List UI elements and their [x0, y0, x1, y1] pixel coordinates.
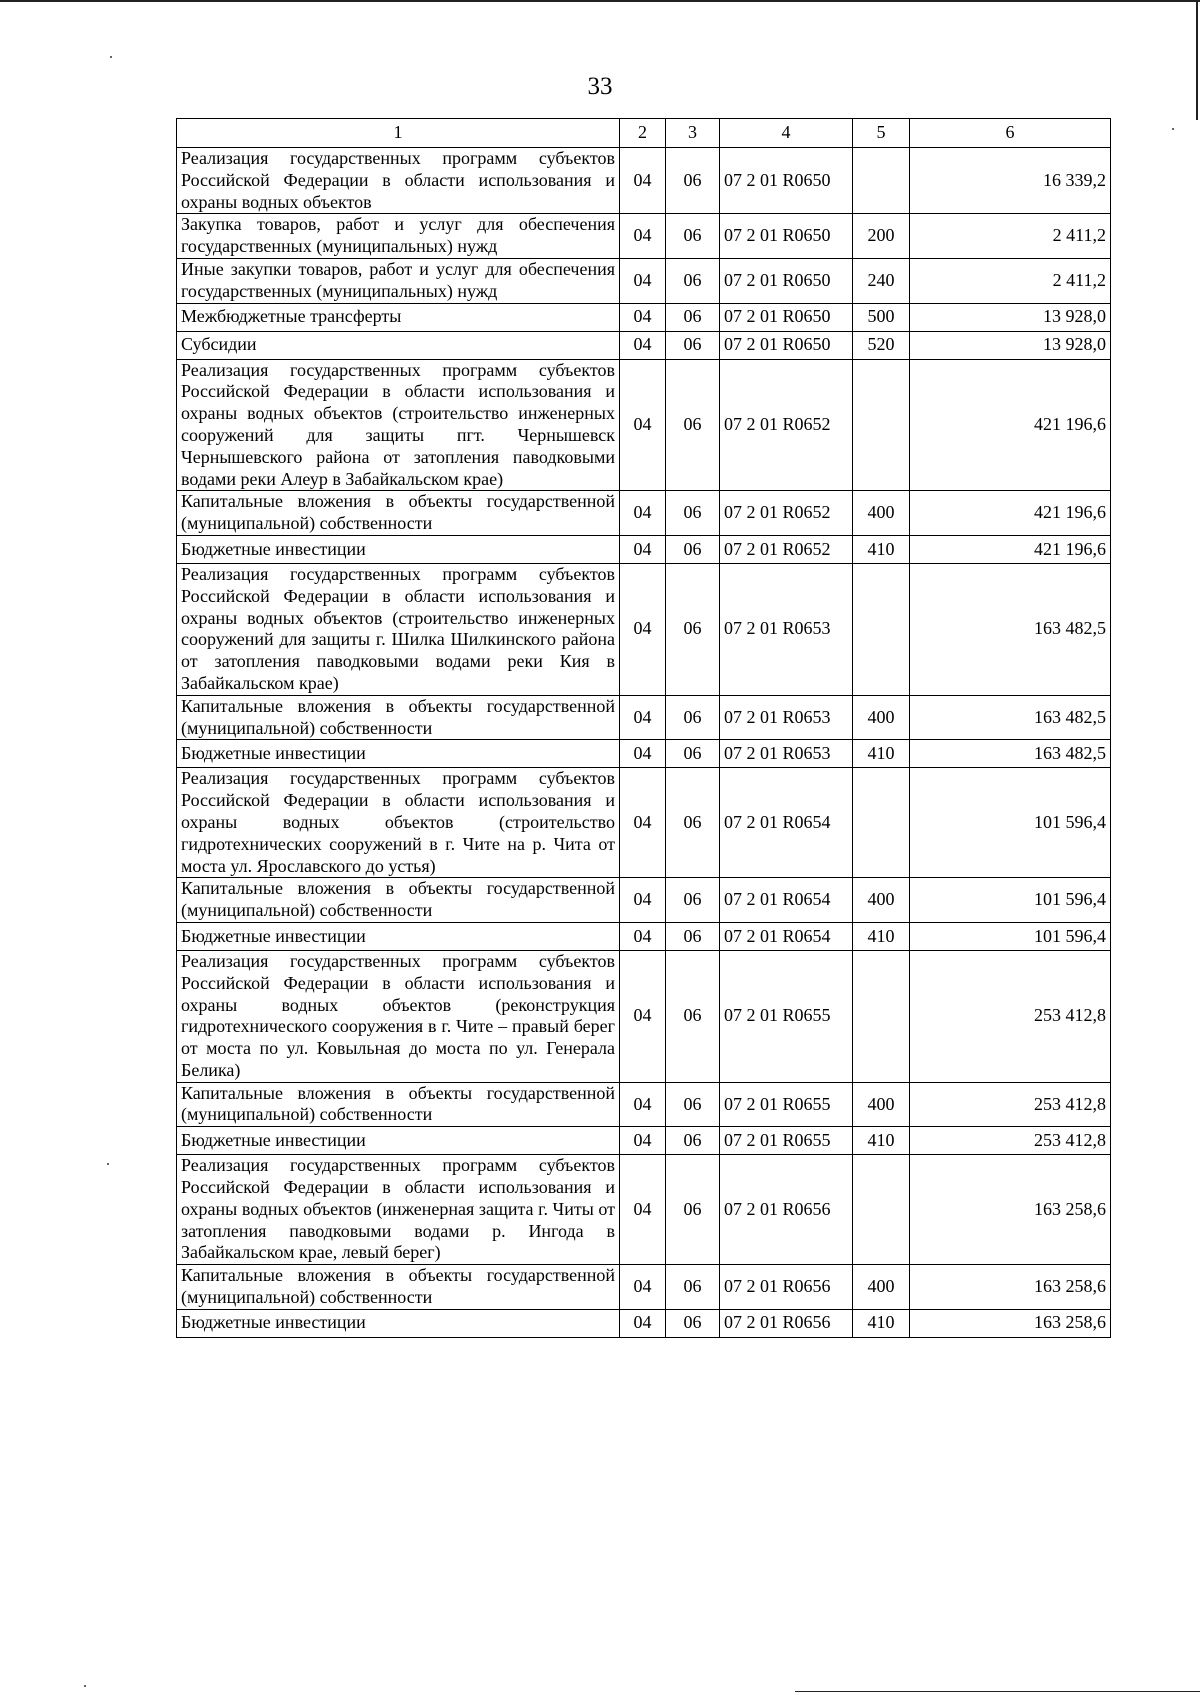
row-name: Капитальные вложения в объекты государственной (муниципальной) собственности [177, 1265, 620, 1310]
target-article-code: 07 2 01 R0656 [720, 1155, 853, 1265]
expense-type-code [853, 1155, 910, 1265]
table-row [177, 535, 1111, 563]
section-code: 04 [620, 535, 666, 563]
subsection-code: 06 [666, 922, 720, 950]
row-name: Бюджетные инвестиции [177, 922, 620, 950]
expense-type-code: 410 [853, 1127, 910, 1155]
table-row [177, 1082, 1111, 1127]
table-row [177, 1309, 1111, 1337]
section-code: 04 [620, 878, 666, 923]
target-article-code: 07 2 01 R0650 [720, 258, 853, 303]
target-article-code: 07 2 01 R0650 [720, 148, 853, 214]
column-header: 3 [666, 119, 720, 148]
table-row [177, 214, 1111, 259]
table-row [177, 303, 1111, 331]
row-name: Реализация государственных программ субъектов Российской Федерации в области использования и охраны водных объектов (строительство инженерных сооружений для защиты пгт. Чернышевск Чернышевского района от затопления паводковыми водами реки Алеур в Забайкальском крае) [177, 359, 620, 491]
row-name: Бюджетные инвестиции [177, 740, 620, 768]
target-article-code: 07 2 01 R0652 [720, 535, 853, 563]
row-name: Капитальные вложения в объекты государственной (муниципальной) собственности [177, 878, 620, 923]
target-article-code: 07 2 01 R0650 [720, 303, 853, 331]
subsection-code: 06 [666, 950, 720, 1082]
amount: 421 196,6 [910, 359, 1111, 491]
column-header: 6 [910, 119, 1111, 148]
section-code: 04 [620, 359, 666, 491]
section-code: 04 [620, 563, 666, 695]
amount: 253 412,8 [910, 1082, 1111, 1127]
expense-type-code: 410 [853, 922, 910, 950]
section-code: 04 [620, 1309, 666, 1337]
table-row [177, 563, 1111, 695]
subsection-code: 06 [666, 258, 720, 303]
expense-type-code: 200 [853, 214, 910, 259]
expense-type-code: 500 [853, 303, 910, 331]
amount: 101 596,4 [910, 922, 1111, 950]
expense-type-code [853, 768, 910, 878]
target-article-code: 07 2 01 R0654 [720, 922, 853, 950]
expense-type-code: 520 [853, 331, 910, 359]
amount: 421 196,6 [910, 491, 1111, 536]
row-name: Реализация государственных программ субъектов Российской Федерации в области использования и охраны водных объектов [177, 148, 620, 214]
section-code: 04 [620, 331, 666, 359]
target-article-code: 07 2 01 R0652 [720, 491, 853, 536]
amount: 16 339,2 [910, 148, 1111, 214]
scan-speck [107, 1163, 109, 1165]
table-row [177, 740, 1111, 768]
table-row [177, 491, 1111, 536]
amount: 163 258,6 [910, 1309, 1111, 1337]
column-header: 4 [720, 119, 853, 148]
budget-table [176, 118, 1111, 1338]
subsection-code: 06 [666, 768, 720, 878]
target-article-code: 07 2 01 R0656 [720, 1309, 853, 1337]
amount: 163 258,6 [910, 1155, 1111, 1265]
table-row [177, 331, 1111, 359]
subsection-code: 06 [666, 535, 720, 563]
target-article-code: 07 2 01 R0653 [720, 563, 853, 695]
expense-type-code: 400 [853, 878, 910, 923]
subsection-code: 06 [666, 303, 720, 331]
section-code: 04 [620, 740, 666, 768]
amount: 2 411,2 [910, 258, 1111, 303]
table-row [177, 950, 1111, 1082]
subsection-code: 06 [666, 214, 720, 259]
section-code: 04 [620, 148, 666, 214]
section-code: 04 [620, 1265, 666, 1310]
section-code: 04 [620, 768, 666, 878]
section-code: 04 [620, 1155, 666, 1265]
amount: 2 411,2 [910, 214, 1111, 259]
table-row [177, 922, 1111, 950]
amount: 253 412,8 [910, 950, 1111, 1082]
expense-type-code: 410 [853, 1309, 910, 1337]
section-code: 04 [620, 695, 666, 740]
table-row [177, 878, 1111, 923]
subsection-code: 06 [666, 1309, 720, 1337]
target-article-code: 07 2 01 R0655 [720, 1127, 853, 1155]
table-header-row [177, 119, 1111, 148]
target-article-code: 07 2 01 R0650 [720, 331, 853, 359]
row-name: Иные закупки товаров, работ и услуг для обеспечения государственных (муниципальных) нужд [177, 258, 620, 303]
row-name: Закупка товаров, работ и услуг для обеспечения государственных (муниципальных) нужд [177, 214, 620, 259]
section-code: 04 [620, 258, 666, 303]
target-article-code: 07 2 01 R0653 [720, 740, 853, 768]
amount: 163 482,5 [910, 563, 1111, 695]
section-code: 04 [620, 1127, 666, 1155]
page-number: 33 [587, 73, 613, 100]
amount: 101 596,4 [910, 878, 1111, 923]
subsection-code: 06 [666, 695, 720, 740]
subsection-code: 06 [666, 740, 720, 768]
row-name: Реализация государственных программ субъектов Российской Федерации в области использования и охраны водных объектов (строительство инженерных сооружений для защиты г. Шилка Шилкинского района от затопления паводковыми водами реки Кия в Забайкальском крае) [177, 563, 620, 695]
expense-type-code [853, 359, 910, 491]
table-row [177, 1155, 1111, 1265]
subsection-code: 06 [666, 491, 720, 536]
subsection-code: 06 [666, 1127, 720, 1155]
row-name: Бюджетные инвестиции [177, 1309, 620, 1337]
row-name: Капитальные вложения в объекты государственной (муниципальной) собственности [177, 1082, 620, 1127]
column-header: 5 [853, 119, 910, 148]
table-row [177, 148, 1111, 214]
row-name: Реализация государственных программ субъектов Российской Федерации в области использования и охраны водных объектов (инженерная защита г. Читы от затопления паводковыми водами р. Ингода в Забайкальском крае, левый берег) [177, 1155, 620, 1265]
row-name: Бюджетные инвестиции [177, 1127, 620, 1155]
subsection-code: 06 [666, 1082, 720, 1127]
amount: 421 196,6 [910, 535, 1111, 563]
amount: 13 928,0 [910, 303, 1111, 331]
subsection-code: 06 [666, 878, 720, 923]
scan-top-edge [0, 0, 1200, 2]
scan-right-edge [1196, 0, 1198, 120]
table-row [177, 1127, 1111, 1155]
target-article-code: 07 2 01 R0652 [720, 359, 853, 491]
section-code: 04 [620, 1082, 666, 1127]
expense-type-code: 400 [853, 1265, 910, 1310]
scan-bottom-edge [795, 1691, 1200, 1692]
subsection-code: 06 [666, 1265, 720, 1310]
table-row [177, 1265, 1111, 1310]
scan-speck [110, 56, 112, 58]
amount: 13 928,0 [910, 331, 1111, 359]
amount: 163 258,6 [910, 1265, 1111, 1310]
subsection-code: 06 [666, 359, 720, 491]
expense-type-code: 400 [853, 695, 910, 740]
row-name: Субсидии [177, 331, 620, 359]
expense-type-code [853, 148, 910, 214]
expense-type-code: 400 [853, 1082, 910, 1127]
subsection-code: 06 [666, 331, 720, 359]
section-code: 04 [620, 922, 666, 950]
target-article-code: 07 2 01 R0655 [720, 1082, 853, 1127]
section-code: 04 [620, 303, 666, 331]
subsection-code: 06 [666, 1155, 720, 1265]
target-article-code: 07 2 01 R0656 [720, 1265, 853, 1310]
expense-type-code: 410 [853, 535, 910, 563]
target-article-code: 07 2 01 R0655 [720, 950, 853, 1082]
row-name: Капитальные вложения в объекты государственной (муниципальной) собственности [177, 491, 620, 536]
amount: 101 596,4 [910, 768, 1111, 878]
scan-speck [84, 1685, 86, 1687]
expense-type-code: 410 [853, 740, 910, 768]
target-article-code: 07 2 01 R0653 [720, 695, 853, 740]
expense-type-code: 400 [853, 491, 910, 536]
row-name: Реализация государственных программ субъектов Российской Федерации в области использования и охраны водных объектов (реконструкция гидротехнического сооружения в г. Чите – правый берег от моста по ул. Ковыльная до моста по ул. Генерала Белика) [177, 950, 620, 1082]
column-header: 2 [620, 119, 666, 148]
row-name: Капитальные вложения в объекты государственной (муниципальной) собственности [177, 695, 620, 740]
expense-type-code [853, 950, 910, 1082]
expense-type-code: 240 [853, 258, 910, 303]
expense-type-code [853, 563, 910, 695]
subsection-code: 06 [666, 563, 720, 695]
column-header: 1 [177, 119, 620, 148]
target-article-code: 07 2 01 R0654 [720, 768, 853, 878]
amount: 253 412,8 [910, 1127, 1111, 1155]
table-row [177, 768, 1111, 878]
target-article-code: 07 2 01 R0650 [720, 214, 853, 259]
table-row [177, 359, 1111, 491]
subsection-code: 06 [666, 148, 720, 214]
amount: 163 482,5 [910, 695, 1111, 740]
table-row [177, 695, 1111, 740]
section-code: 04 [620, 491, 666, 536]
row-name: Межбюджетные трансферты [177, 303, 620, 331]
amount: 163 482,5 [910, 740, 1111, 768]
section-code: 04 [620, 214, 666, 259]
table-row [177, 258, 1111, 303]
target-article-code: 07 2 01 R0654 [720, 878, 853, 923]
row-name: Бюджетные инвестиции [177, 535, 620, 563]
scan-speck [1172, 128, 1174, 130]
section-code: 04 [620, 950, 666, 1082]
row-name: Реализация государственных программ субъектов Российской Федерации в области использования и охраны водных объектов (строительство гидротехнических сооружений в г. Чите на р. Чита от моста ул. Ярославского до устья) [177, 768, 620, 878]
